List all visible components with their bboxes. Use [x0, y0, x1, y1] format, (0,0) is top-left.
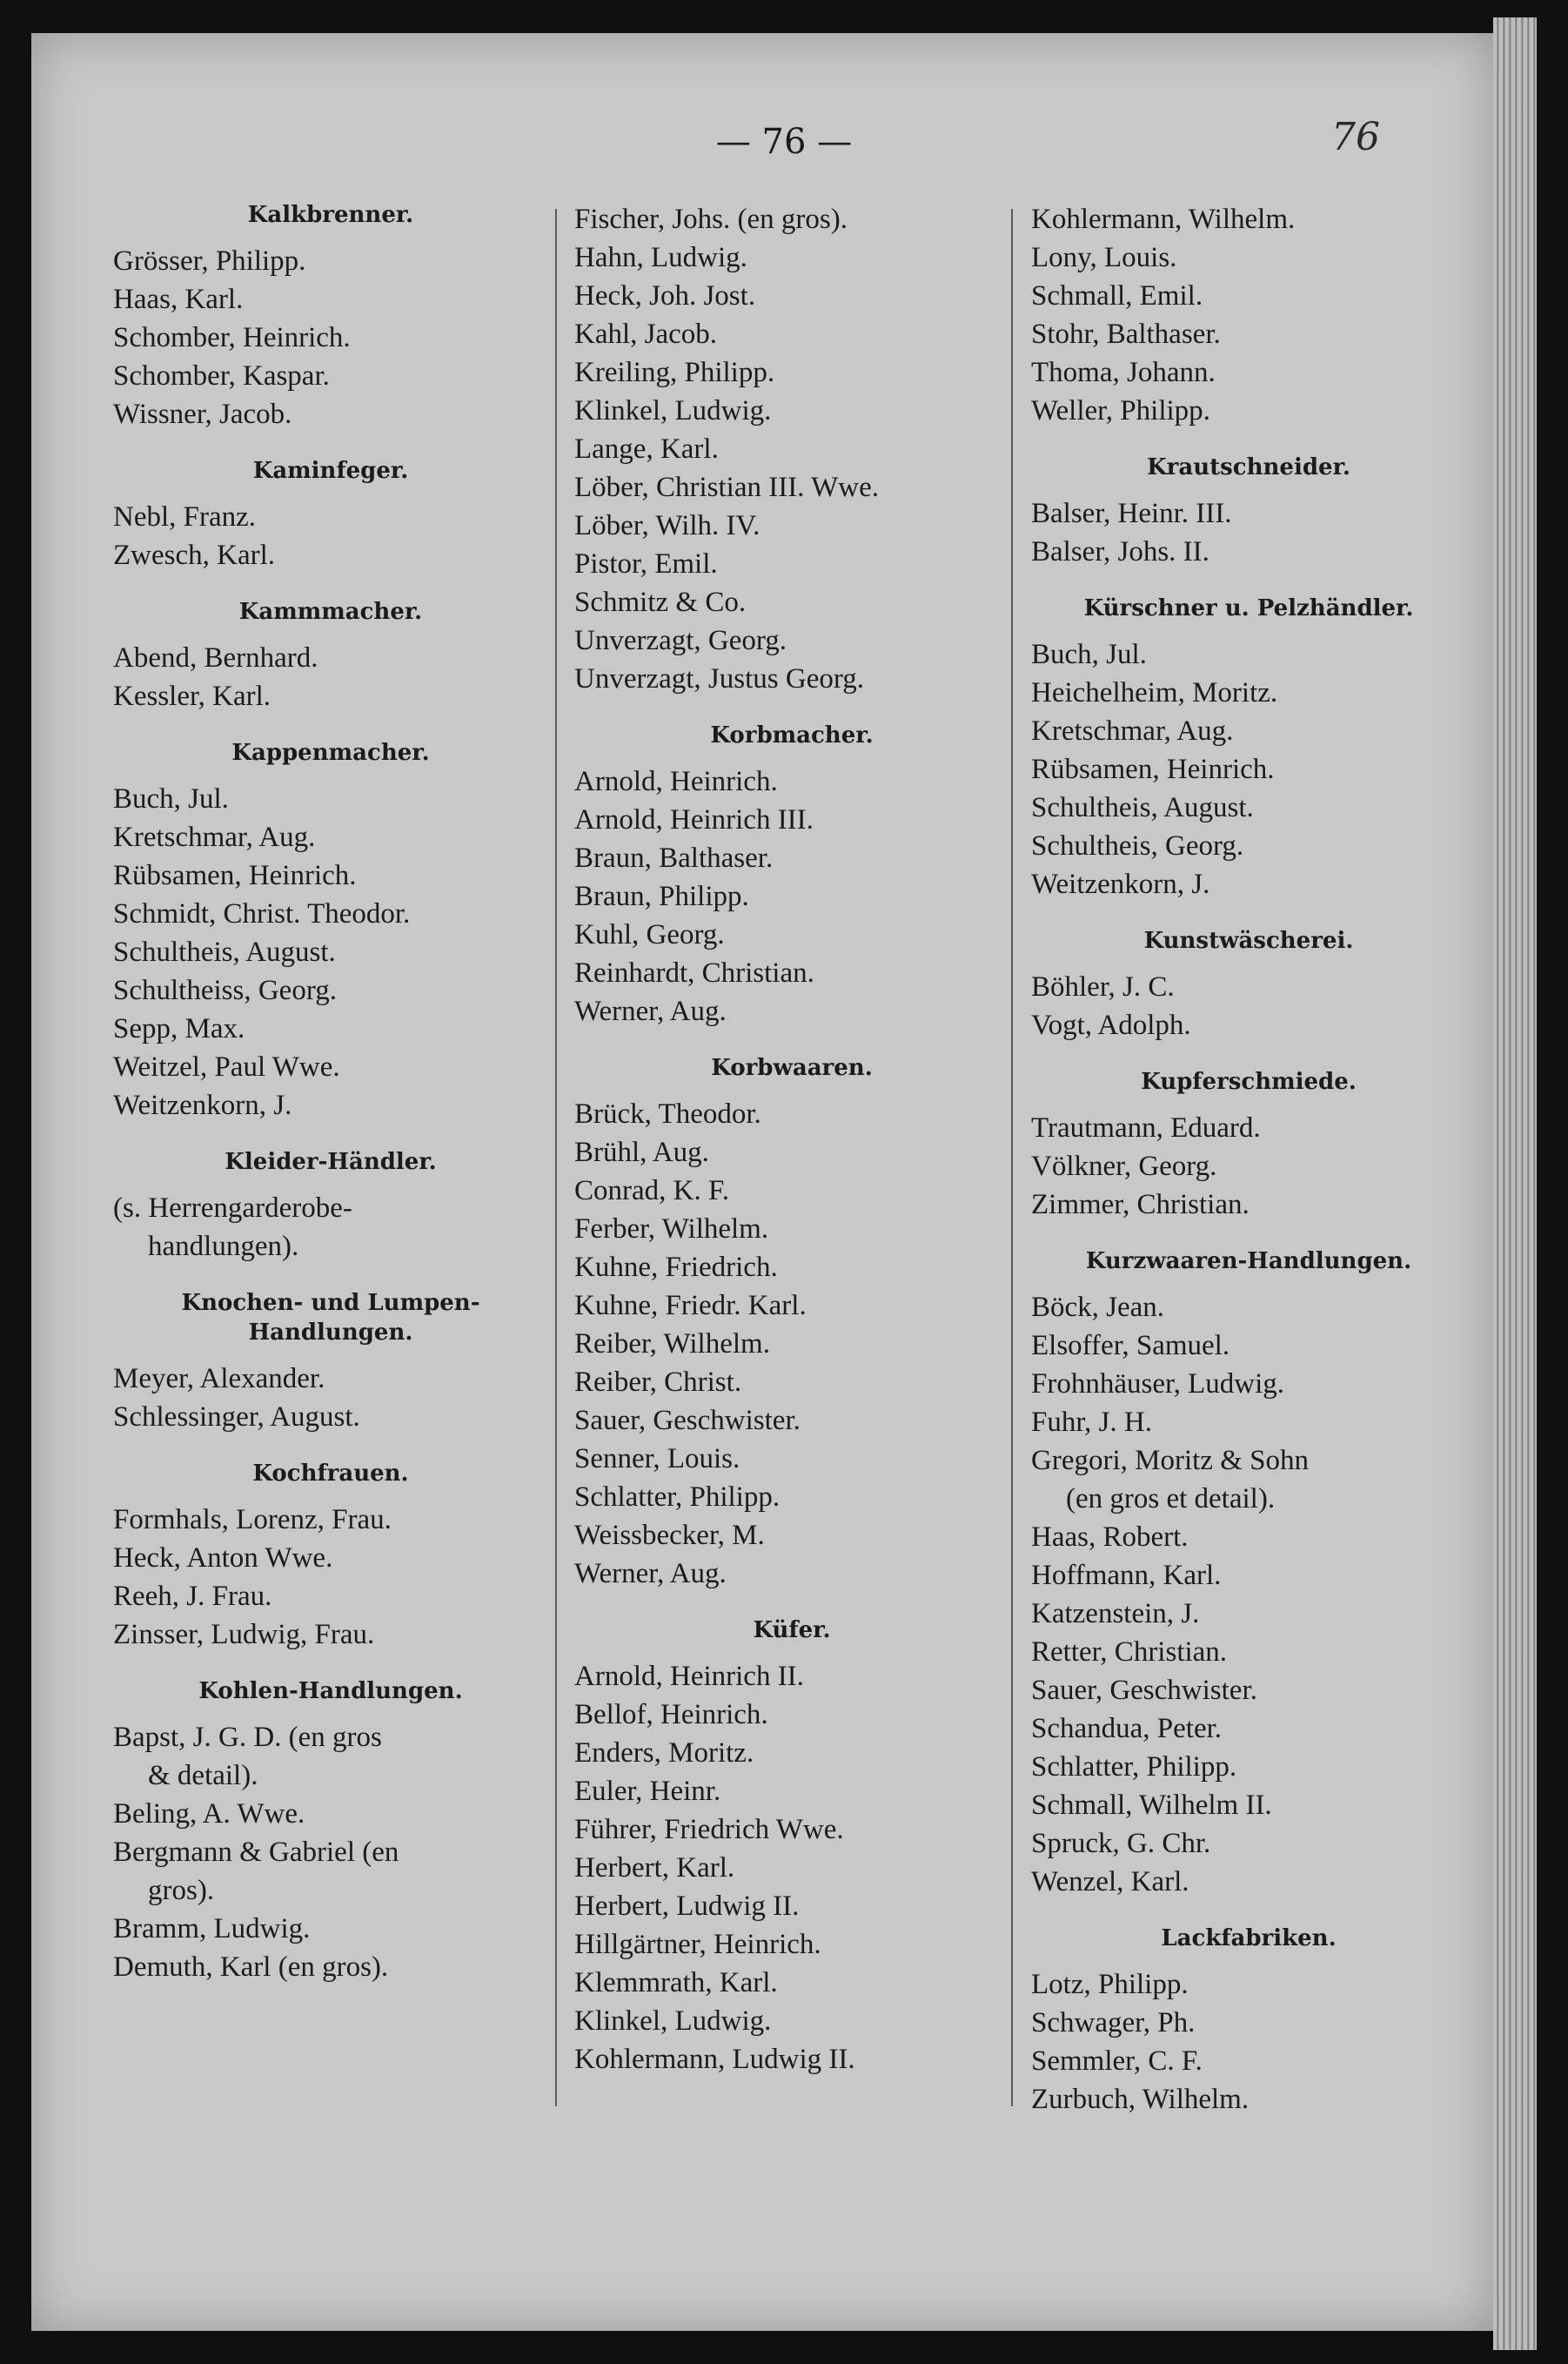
directory-entry: & detail).	[148, 1760, 258, 1791]
directory-entry: Formhals, Lorenz, Frau.	[113, 1504, 392, 1535]
directory-entry: Brück, Theodor.	[574, 1098, 761, 1130]
directory-entry: Arnold, Heinrich III.	[574, 804, 814, 836]
directory-entry: Weitzenkorn, J.	[1031, 869, 1210, 900]
directory-entry: gros).	[148, 1875, 215, 1906]
directory-entry: Heck, Anton Wwe.	[113, 1542, 333, 1574]
directory-entry: Semmler, C. F.	[1031, 2045, 1203, 2077]
section-heading: Kupferschmiede.	[1141, 1069, 1357, 1095]
directory-entry: Arnold, Heinrich.	[574, 766, 778, 797]
page-number: — 76 —	[715, 122, 853, 162]
directory-entry: Pistor, Emil.	[574, 548, 718, 580]
directory-entry: Nebl, Franz.	[113, 501, 257, 533]
directory-column-1	[113, 200, 548, 1986]
directory-entry: Demuth, Karl (en gros).	[113, 1951, 389, 1983]
directory-entry: Balser, Johs. II.	[1031, 536, 1210, 567]
section-heading: Kohlen-Handlungen.	[198, 1678, 463, 1704]
section-heading: Kaminfeger.	[252, 458, 409, 484]
book-page-edges	[1493, 17, 1537, 2350]
directory-entry: Schmitz & Co.	[574, 587, 747, 618]
directory-entry: Klemmrath, Karl.	[574, 1967, 778, 1998]
directory-entry: Zwesch, Karl.	[113, 540, 276, 571]
directory-entry: Spruck, G. Chr.	[1031, 1828, 1211, 1859]
directory-entry: Lange, Karl.	[574, 433, 719, 465]
directory-entry: Zurbuch, Wilhelm.	[1031, 2084, 1250, 2115]
directory-entry: Schmall, Emil.	[1031, 280, 1203, 312]
directory-entry: Reinhardt, Christian.	[574, 957, 814, 989]
directory-entry: Zimmer, Christian.	[1031, 1189, 1250, 1220]
directory-entry: Führer, Friedrich Wwe.	[574, 1814, 844, 1845]
section-heading: Korbwaaren.	[711, 1055, 873, 1081]
directory-entry: Unverzagt, Georg.	[574, 625, 787, 656]
directory-entry: Lony, Louis.	[1031, 242, 1177, 273]
directory-entry: Katzenstein, J.	[1031, 1598, 1200, 1629]
directory-entry: Schultheis, August.	[1031, 792, 1254, 823]
directory-entry: Klinkel, Ludwig.	[574, 2005, 772, 2037]
section-heading: Kalkbrenner.	[247, 202, 414, 228]
directory-entry: Stohr, Balthaser.	[1031, 319, 1221, 350]
column-divider	[555, 209, 557, 2106]
directory-entry: Beling, A. Wwe.	[113, 1798, 305, 1830]
directory-entry: Kuhne, Friedrich.	[574, 1252, 778, 1283]
directory-column-2	[574, 200, 1009, 2079]
directory-entry: Braun, Philipp.	[574, 881, 749, 912]
directory-entry: Brühl, Aug.	[574, 1137, 709, 1168]
directory-entry: Buch, Jul.	[113, 783, 229, 815]
directory-entry: Werner, Aug.	[574, 996, 727, 1027]
directory-entry: Kuhne, Friedr. Karl.	[574, 1290, 807, 1321]
directory-entry: Balser, Heinr. III.	[1031, 498, 1232, 529]
directory-entry: Völkner, Georg.	[1031, 1151, 1217, 1182]
directory-entry: Enders, Moritz.	[574, 1737, 754, 1769]
directory-entry: Buch, Jul.	[1031, 639, 1147, 670]
directory-entry: Heichelheim, Moritz.	[1031, 677, 1278, 709]
directory-entry: Gregori, Moritz & Sohn	[1031, 1445, 1309, 1476]
directory-entry: Böck, Jean.	[1031, 1292, 1165, 1323]
directory-entry: Reiber, Wilhelm.	[574, 1328, 770, 1360]
directory-entry: Unverzagt, Justus Georg.	[574, 663, 864, 695]
section-heading: Küfer.	[753, 1617, 831, 1643]
directory-entry: Ferber, Wilhelm.	[574, 1213, 769, 1245]
section-heading: Korbmacher.	[710, 722, 874, 749]
directory-entry: Reeh, J. Frau.	[113, 1581, 272, 1612]
section-heading: Kappenmacher.	[231, 740, 430, 766]
directory-entry: Schomber, Kaspar.	[113, 360, 330, 392]
directory-entry: Kohlermann, Wilhelm.	[1031, 204, 1296, 235]
directory-entry: Kretschmar, Aug.	[113, 822, 316, 853]
directory-entry: Schmall, Wilhelm II.	[1031, 1790, 1272, 1821]
directory-entry: Haas, Karl.	[113, 284, 244, 315]
directory-entry: Kahl, Jacob.	[574, 319, 718, 350]
directory-entry: Retter, Christian.	[1031, 1636, 1228, 1668]
section-heading: Lackfabriken.	[1161, 1925, 1337, 1951]
directory-entry: Bellof, Heinrich.	[574, 1699, 768, 1730]
directory-entry: Sepp, Max.	[113, 1013, 245, 1044]
directory-entry: Kreiling, Philipp.	[574, 357, 775, 388]
directory-entry: Schultheiss, Georg.	[113, 975, 337, 1006]
directory-entry: Herbert, Karl.	[574, 1852, 735, 1884]
directory-entry: Kohlermann, Ludwig II.	[574, 2044, 855, 2075]
directory-entry: Meyer, Alexander.	[113, 1363, 325, 1394]
directory-entry: Wissner, Jacob.	[113, 399, 292, 430]
directory-entry: Frohnhäuser, Ludwig.	[1031, 1368, 1285, 1400]
directory-entry: Bapst, J. G. D. (en gros	[113, 1722, 382, 1753]
section-heading: Kunstwäscherei.	[1143, 928, 1354, 954]
directory-entry: Schultheis, August.	[113, 937, 336, 968]
directory-entry: Thoma, Johann.	[1031, 357, 1216, 388]
directory-entry: Schmidt, Christ. Theodor.	[113, 898, 411, 930]
section-heading: Knochen- und Lumpen-Handlungen.	[181, 1290, 480, 1346]
directory-entry: Rübsamen, Heinrich.	[1031, 754, 1275, 785]
directory-entry: Löber, Christian III. Wwe.	[574, 472, 879, 503]
directory-entry: Werner, Aug.	[574, 1558, 727, 1589]
directory-entry: Zinsser, Ludwig, Frau.	[113, 1619, 375, 1650]
directory-entry: Herbert, Ludwig II.	[574, 1891, 800, 1922]
directory-entry: (s. Herrengarderobe-	[113, 1192, 352, 1224]
directory-entry: Hoffmann, Karl.	[1031, 1560, 1222, 1591]
directory-entry: Kretschmar, Aug.	[1031, 715, 1234, 747]
directory-entry: Conrad, K. F.	[574, 1175, 729, 1206]
directory-entry: Arnold, Heinrich II.	[574, 1661, 804, 1692]
directory-entry: Böhler, J. C.	[1031, 971, 1175, 1003]
directory-entry: Sauer, Geschwister.	[1031, 1675, 1257, 1706]
directory-entry: (en gros et detail).	[1066, 1483, 1276, 1514]
directory-entry: Weller, Philipp.	[1031, 395, 1210, 426]
directory-entry: Rübsamen, Heinrich.	[113, 860, 357, 891]
directory-entry: Haas, Robert.	[1031, 1521, 1189, 1553]
directory-entry: Kessler, Karl.	[113, 681, 271, 712]
directory-column-3	[1031, 200, 1466, 2119]
directory-entry: Euler, Heinr.	[574, 1776, 721, 1807]
directory-entry: Grösser, Philipp.	[113, 245, 306, 277]
directory-entry: Bramm, Ludwig.	[113, 1913, 311, 1944]
directory-entry: Schlessinger, August.	[113, 1401, 360, 1433]
section-heading: Kochfrauen.	[252, 1461, 409, 1487]
directory-entry: Reiber, Christ.	[574, 1367, 742, 1398]
directory-entry: Löber, Wilh. IV.	[574, 510, 761, 541]
section-heading: Kammmacher.	[238, 599, 423, 625]
section-heading: Kleider-Händler.	[224, 1149, 437, 1175]
directory-entry: Weitzenkorn, J.	[113, 1090, 292, 1121]
directory-entry: Schultheis, Georg.	[1031, 830, 1244, 862]
directory-entry: Braun, Balthaser.	[574, 843, 774, 874]
directory-entry: Lotz, Philipp.	[1031, 1969, 1189, 2000]
directory-entry: Kuhl, Georg.	[574, 919, 725, 950]
directory-entry: Schomber, Heinrich.	[113, 322, 351, 353]
directory-entry: Fuhr, J. H.	[1031, 1407, 1152, 1438]
directory-entry: Senner, Louis.	[574, 1443, 740, 1474]
directory-entry: Schandua, Peter.	[1031, 1713, 1223, 1744]
directory-entry: Fischer, Johs. (en gros).	[574, 204, 848, 235]
directory-entry: Weissbecker, M.	[574, 1520, 765, 1551]
section-heading: Krautschneider.	[1147, 454, 1350, 480]
column-divider	[1011, 209, 1013, 2106]
directory-entry: Weitzel, Paul Wwe.	[113, 1051, 340, 1083]
directory-entry: Abend, Bernhard.	[113, 642, 318, 674]
directory-entry: Wenzel, Karl.	[1031, 1866, 1189, 1897]
section-heading: Kürschner u. Pelzhändler.	[1083, 595, 1414, 621]
directory-entry: Trautmann, Eduard.	[1031, 1112, 1261, 1144]
section-heading: Kurzwaaren-Handlungen.	[1085, 1248, 1412, 1274]
directory-entry: handlungen).	[148, 1231, 299, 1262]
directory-entry: Elsoffer, Samuel.	[1031, 1330, 1230, 1361]
directory-entry: Schlatter, Philipp.	[1031, 1751, 1237, 1783]
directory-entry: Vogt, Adolph.	[1031, 1010, 1191, 1041]
directory-entry: Hillgärtner, Heinrich.	[574, 1929, 821, 1960]
directory-entry: Sauer, Geschwister.	[574, 1405, 801, 1436]
directory-entry: Schwager, Ph.	[1031, 2007, 1196, 2038]
handwritten-page-mark: 76	[1331, 115, 1380, 159]
directory-entry: Klinkel, Ludwig.	[574, 395, 772, 426]
directory-entry: Schlatter, Philipp.	[574, 1481, 781, 1513]
directory-entry: Bergmann & Gabriel (en	[113, 1837, 399, 1868]
directory-entry: Hahn, Ludwig.	[574, 242, 747, 273]
directory-entry: Heck, Joh. Jost.	[574, 280, 756, 312]
